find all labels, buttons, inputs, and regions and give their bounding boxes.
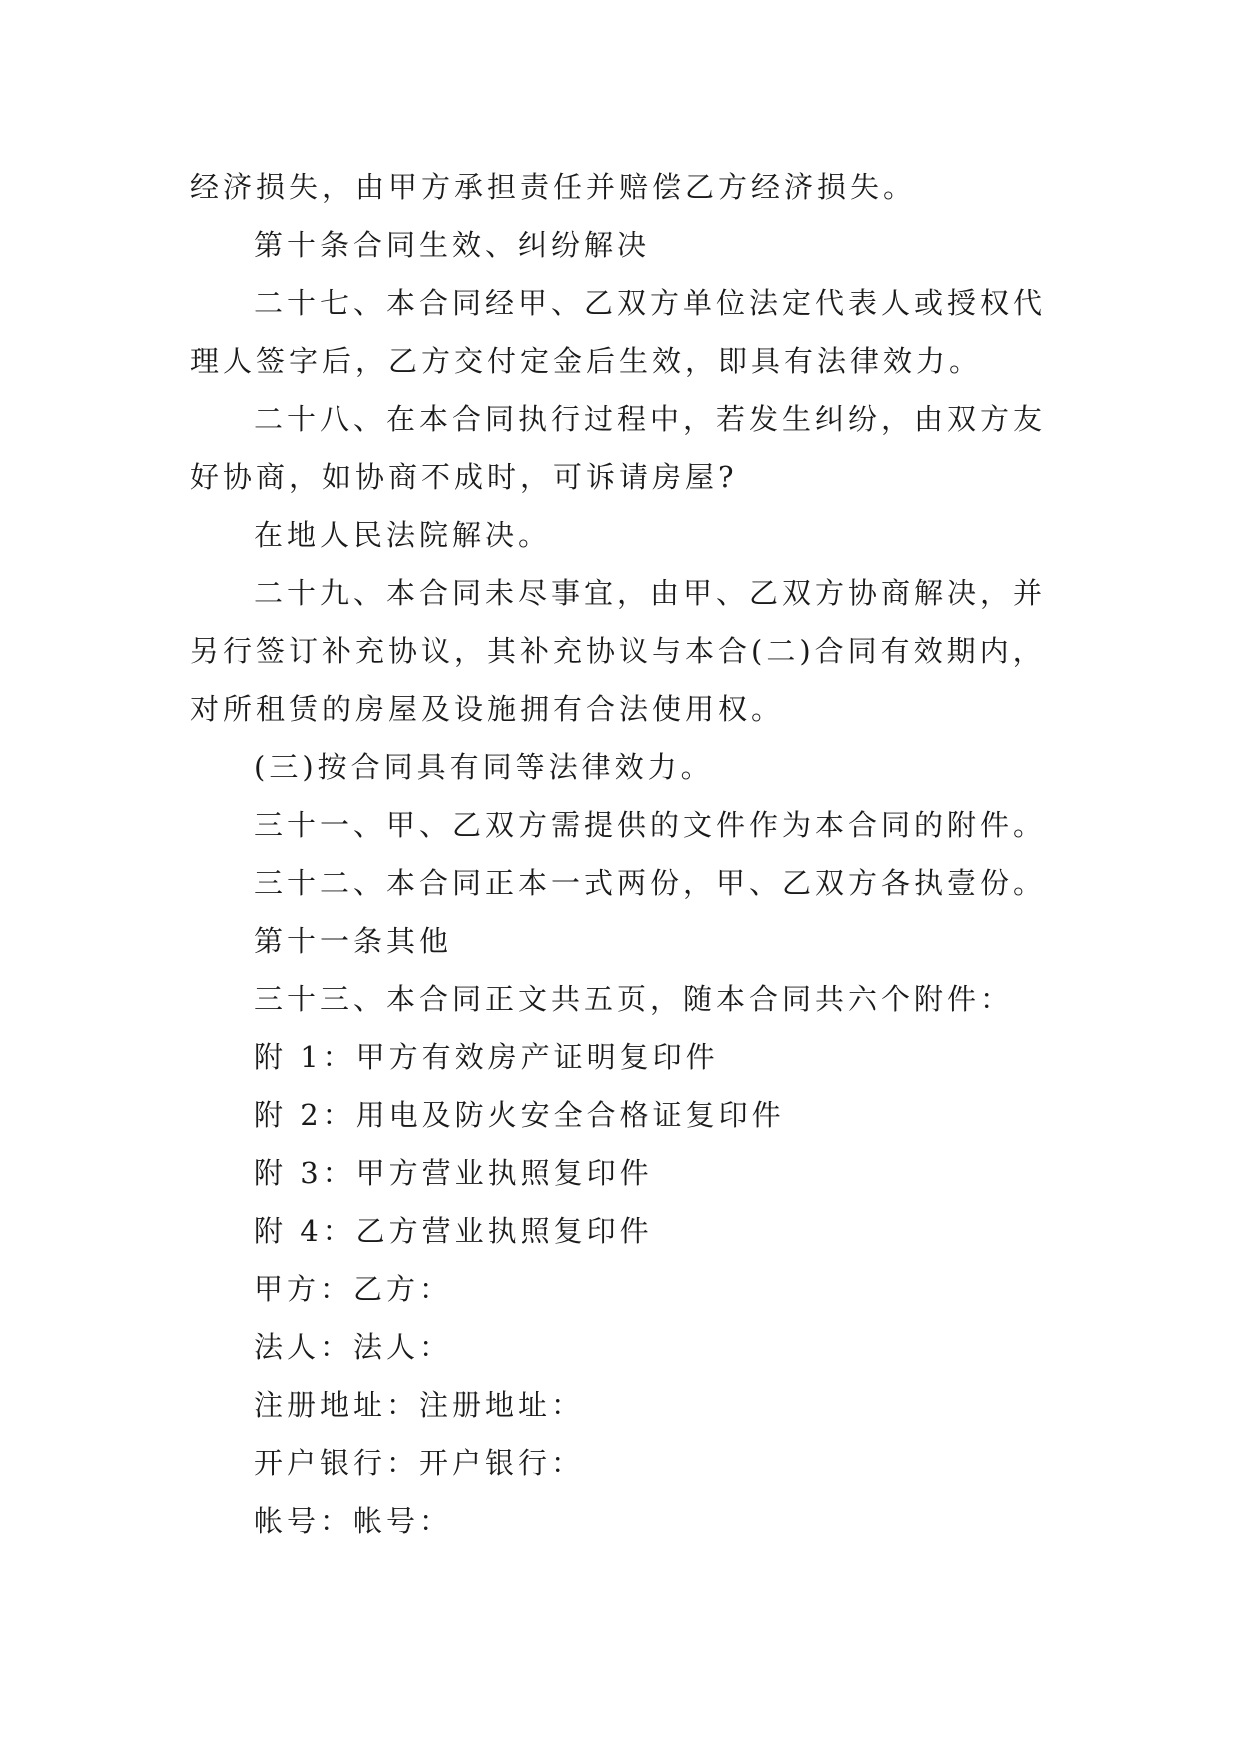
text-line: 二十九、本合同未尽事宜，由甲、乙双方协商解决，并: [254, 576, 1047, 610]
text-line: 理人签字后，乙方交付定金后生效，即具有法律效力。: [190, 344, 983, 378]
attachment-item: 附 3：甲方营业执照复印件: [254, 1156, 653, 1190]
text-line: 三十三、本合同正文共五页，随本合同共六个附件：: [254, 982, 1014, 1016]
contract-text: [190, 158, 1060, 1550]
section-heading: 第十条合同生效、纠纷解决: [254, 228, 651, 262]
text-line: 三十一、甲、乙双方需提供的文件作为本合同的附件。: [254, 808, 1047, 842]
signature-field: 帐号：帐号：: [254, 1504, 453, 1538]
signature-field: 法人：法人：: [254, 1330, 453, 1364]
section-heading: 第十一条其他: [254, 924, 453, 958]
signature-field: 开户银行：开户银行：: [254, 1446, 585, 1480]
text-line: 二十七、本合同经甲、乙双方单位法定代表人或授权代: [254, 286, 1047, 320]
attachment-item: 附 4：乙方营业执照复印件: [254, 1214, 653, 1248]
text-line: 经济损失，由甲方承担责任并赔偿乙方经济损失。: [190, 170, 917, 204]
text-line: 对所租赁的房屋及设施拥有合法使用权。: [190, 692, 785, 726]
attachment-item: 附 1：甲方有效房产证明复印件: [254, 1040, 719, 1074]
text-line: 好协商，如协商不成时，可诉请房屋?: [190, 460, 738, 494]
text-line: 另行签订补充协议，其补充协议与本合(二)合同有效期内，: [190, 634, 1046, 668]
signature-field: 注册地址：注册地址：: [254, 1388, 585, 1422]
attachment-item: 附 2：用电及防火安全合格证复印件: [254, 1098, 785, 1132]
text-line: 在地人民法院解决。: [254, 518, 552, 552]
text-line: 二十八、在本合同执行过程中，若发生纠纷，由双方友: [254, 402, 1047, 436]
text-line: 三十二、本合同正本一式两份，甲、乙双方各执壹份。: [254, 866, 1047, 900]
signature-field: 甲方：乙方：: [254, 1272, 453, 1306]
text-line: (三)按合同具有同等法律效力。: [254, 750, 714, 784]
